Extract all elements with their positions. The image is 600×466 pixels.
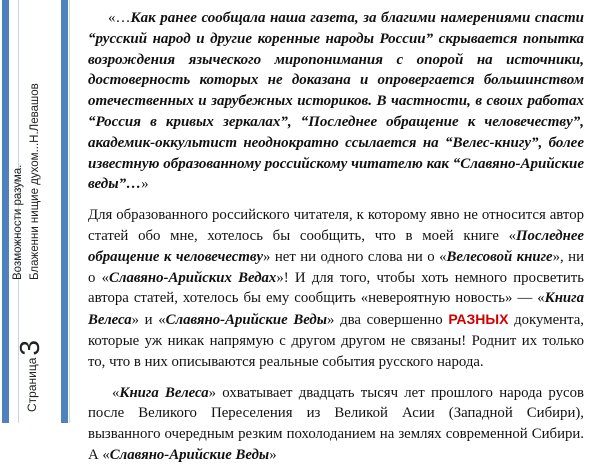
p2-bold-4: Книга Велеса <box>88 290 584 329</box>
p2-bold-2: Велесовой книге <box>446 248 553 265</box>
p3-text-1: « <box>112 384 120 401</box>
page-number: 3 <box>14 340 45 356</box>
p3-text-3: » <box>269 446 277 463</box>
p2-text-7: документа, которые уж никак напрямую с другом другом не связаны! Роднит их только то, что в них описываются реальные события русского народа. <box>88 312 584 370</box>
quote-paragraph <box>88 8 584 195</box>
p2-text-4: »! И для того, чтобы хоть немного просветить автора статей, хотелось бы ему сообщить «невероятную новость» — « <box>88 269 584 307</box>
sidebar-header-text <box>10 40 44 280</box>
page-number-label <box>14 300 54 415</box>
p2-text-2: » нет ни одного слова ни о « <box>263 248 447 265</box>
p2-text-6: » два совершенно <box>327 312 449 329</box>
page-word: Страница <box>25 357 39 412</box>
quote-open: «… <box>108 10 131 26</box>
p2-red-emphasis: РАЗНЫХ <box>448 311 509 328</box>
p3-text-2: » охватывает двадцать тысяч лет прошлого народа русов после Великого Переселения из Великой Асии (Западной Сибири), вызванного очередным резким похолоданием на землях современной Сибири. А « <box>88 384 584 463</box>
sidebar-header <box>10 40 60 280</box>
p2-text-3: », ни о « <box>88 248 584 286</box>
p2-text-5: » и « <box>131 312 166 329</box>
quote-close: » <box>141 176 149 193</box>
p3-bold-1: Книга Велеса <box>119 384 209 401</box>
paragraph-3 <box>88 383 584 466</box>
p2-text-1: Для образованного российского читателя, к которому явно не относится автор статей обо мне, хотелось бы сообщить, что в моей книге « <box>88 207 584 244</box>
header-line-2: Блаженни нищие духом...Н.Левашов <box>29 83 41 280</box>
p2-bold-5: Славяно-Арийские Веды <box>165 312 328 329</box>
paragraph-2 <box>88 205 584 372</box>
page-number-text <box>14 300 46 412</box>
quote-text: Как ранее сообщала наша газета, за благими намерениями спасти “русский народ и другие коренные народы России” скрывается попытка возрождения языческого миропонимания с опорой на источники, достоверность которых не доказана и опровергается большинством отечественных и зарубежных историков. В частности, в своих работах “Россия в кривых зеркалах”, “Последнее обращение к человечеству”, академик-оккультист неоднократно ссылается на “Велес-книгу”, более известную образованному российскому читателю как “Славяно-Арийские веды”… <box>88 10 584 193</box>
p2-bold-1: Последнее обращение к человечеству <box>88 227 584 265</box>
p2-bold-3: Славяно-Арийских Ведах <box>109 269 277 286</box>
document-body <box>88 8 584 466</box>
p3-bold-2: Славяно-Арийские Веды <box>109 446 270 463</box>
header-line-1: Возможности разума. <box>12 164 24 280</box>
